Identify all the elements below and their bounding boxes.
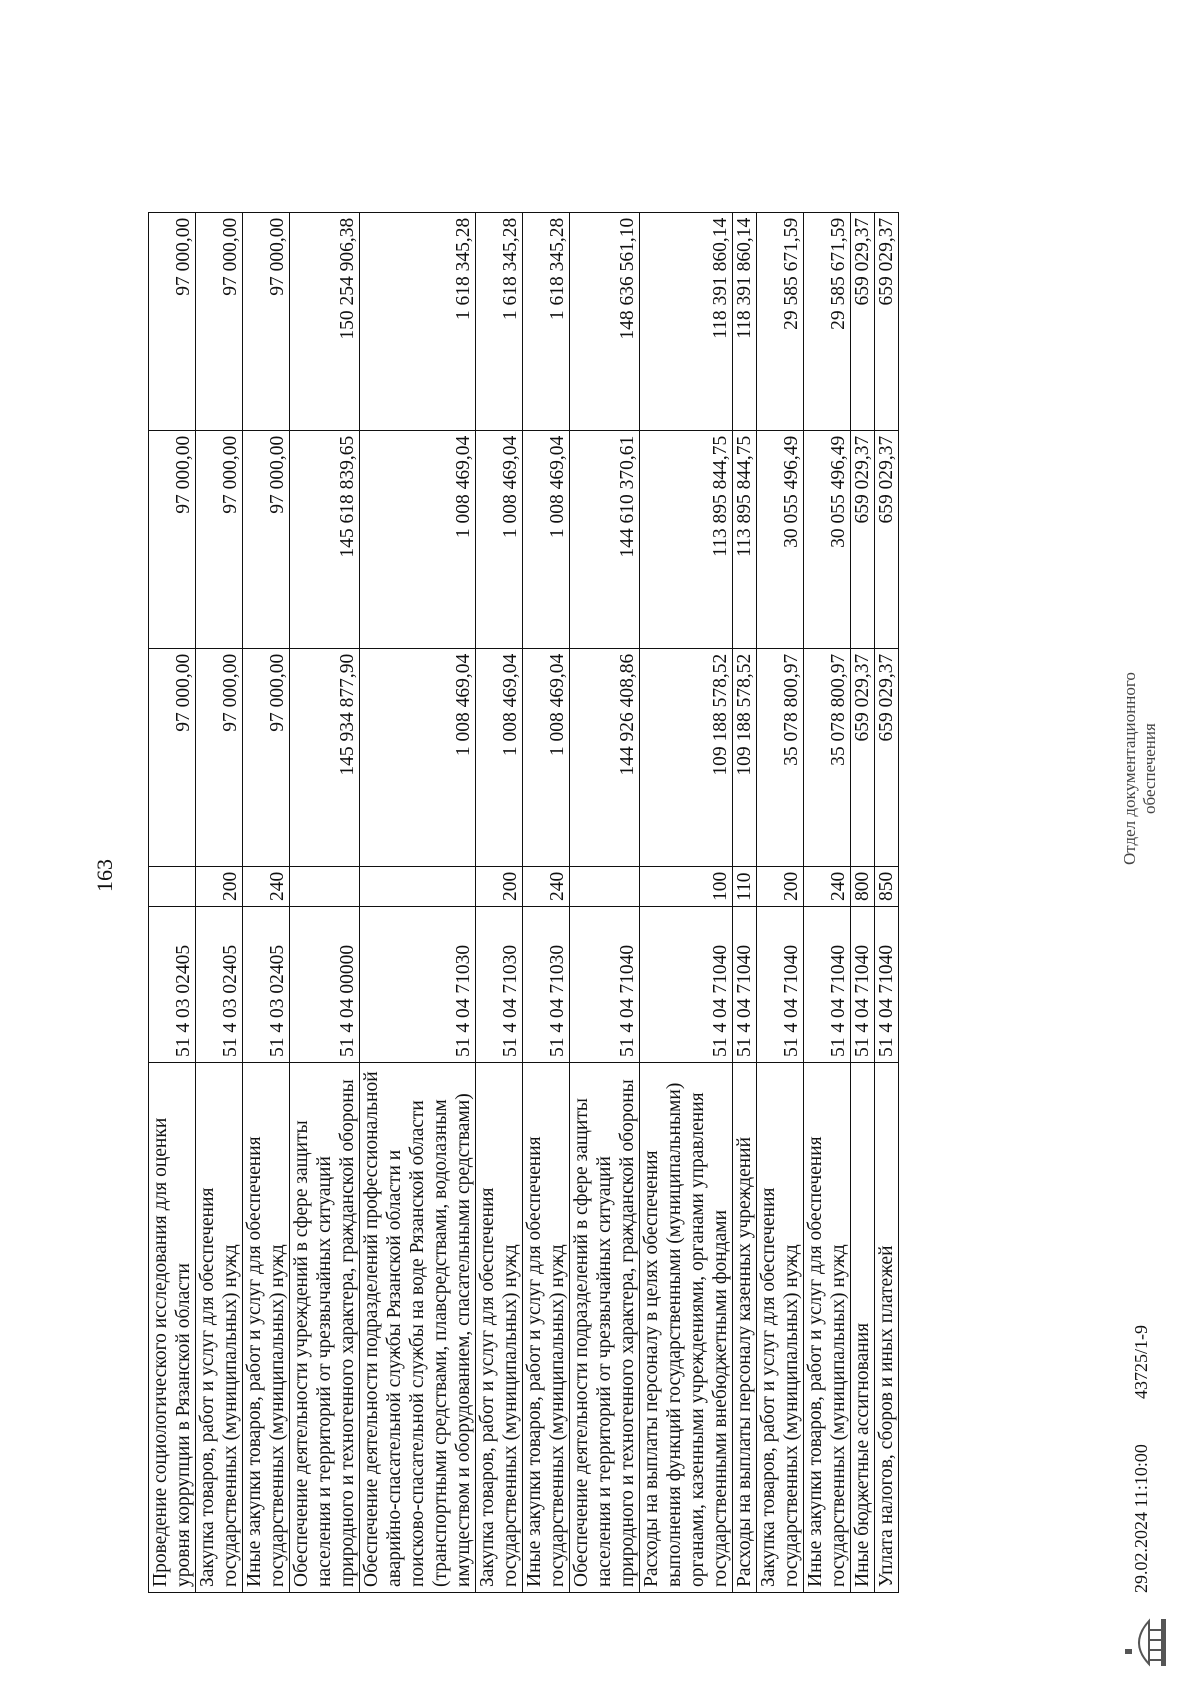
cell-value-1: 109 188 578,52 bbox=[733, 648, 757, 866]
table-body bbox=[149, 212, 899, 1592]
cell-name: Обеспечение деятельности учреждений в сфере защиты населения и территорий от чрезвычайных ситуаций природного и техногенного характера, гражданской обороны bbox=[290, 1063, 360, 1593]
table-row bbox=[149, 212, 196, 1592]
cell-value-1: 659 029,37 bbox=[851, 648, 875, 866]
cell-value-2: 1 008 469,04 bbox=[360, 430, 476, 648]
cell-name: Иные закупки товаров, работ и услуг для обеспечения государственных (муниципальных) нужд bbox=[804, 1063, 851, 1593]
cell-name: Иные бюджетные ассигнования bbox=[851, 1063, 875, 1593]
cell-value-3: 1 618 345,28 bbox=[523, 212, 570, 430]
table-row bbox=[804, 212, 851, 1592]
page-number: 163 bbox=[92, 859, 117, 892]
table-row bbox=[196, 212, 243, 1592]
cell-code: 51 4 04 71040 bbox=[757, 907, 804, 1063]
table-row bbox=[851, 212, 875, 1592]
cell-name: Расходы на выплаты персоналу казенных учреждений bbox=[733, 1063, 757, 1593]
cell-type bbox=[149, 866, 196, 906]
cell-value-3: 29 585 671,59 bbox=[804, 212, 851, 430]
cell-value-2: 113 895 844,75 bbox=[640, 430, 733, 648]
cell-value-1: 35 078 800,97 bbox=[757, 648, 804, 866]
cell-value-3: 1 618 345,28 bbox=[360, 212, 476, 430]
cell-type bbox=[360, 866, 476, 906]
cell-type bbox=[570, 866, 640, 906]
cell-value-3: 150 254 906,38 bbox=[290, 212, 360, 430]
cell-value-2: 97 000,00 bbox=[149, 430, 196, 648]
cell-name: Закупка товаров, работ и услуг для обеспечения государственных (муниципальных) нужд bbox=[196, 1063, 243, 1593]
cell-value-2: 659 029,37 bbox=[851, 430, 875, 648]
cell-value-2: 1 008 469,04 bbox=[523, 430, 570, 648]
cell-value-3: 148 636 561,10 bbox=[570, 212, 640, 430]
cell-name: Расходы на выплаты персоналу в целях обеспечения выполнения функций государственными (муниципальными) органами, казенными учреждениями, органами управления государственными внебюджетными фондами bbox=[640, 1063, 733, 1593]
stamp-line-2: обеспечения bbox=[1140, 723, 1159, 814]
cell-value-1: 1 008 469,04 bbox=[476, 648, 523, 866]
cell-code: 51 4 04 71030 bbox=[476, 907, 523, 1063]
table-row bbox=[875, 212, 899, 1592]
cell-value-1: 1 008 469,04 bbox=[360, 648, 476, 866]
cell-name: Обеспечение деятельности подразделений в сфере защиты населения и территорий от чрезвычайных ситуаций природного и техногенного характера, гражданской обороны bbox=[570, 1063, 640, 1593]
table-row bbox=[290, 212, 360, 1592]
stamp-line-1: Отдел документационного bbox=[1120, 672, 1139, 865]
cell-value-1: 659 029,37 bbox=[875, 648, 899, 866]
table-row bbox=[757, 212, 804, 1592]
cell-value-2: 145 618 839,65 bbox=[290, 430, 360, 648]
cell-name: Иные закупки товаров, работ и услуг для обеспечения государственных (муниципальных) нужд bbox=[243, 1063, 290, 1593]
cell-value-2: 113 895 844,75 bbox=[733, 430, 757, 648]
table-row bbox=[523, 212, 570, 1592]
cell-type: 100 bbox=[640, 866, 733, 906]
cell-code: 51 4 04 71030 bbox=[523, 907, 570, 1063]
cell-value-2: 97 000,00 bbox=[243, 430, 290, 648]
footer-date: 29.02.2024 11:10:00 bbox=[1131, 1444, 1151, 1593]
cell-name: Иные закупки товаров, работ и услуг для обеспечения государственных (муниципальных) нужд bbox=[523, 1063, 570, 1593]
cell-value-1: 97 000,00 bbox=[243, 648, 290, 866]
department-stamp bbox=[1120, 672, 1160, 865]
cell-value-3: 659 029,37 bbox=[875, 212, 899, 430]
table-row bbox=[733, 212, 757, 1592]
cell-value-1: 109 188 578,52 bbox=[640, 648, 733, 866]
cell-value-3: 1 618 345,28 bbox=[476, 212, 523, 430]
cell-value-2: 144 610 370,61 bbox=[570, 430, 640, 648]
cell-value-3: 97 000,00 bbox=[149, 212, 196, 430]
cell-name: Закупка товаров, работ и услуг для обеспечения государственных (муниципальных) нужд bbox=[476, 1063, 523, 1593]
cell-code: 51 4 04 71040 bbox=[570, 907, 640, 1063]
cell-value-3: 97 000,00 bbox=[243, 212, 290, 430]
cell-type bbox=[290, 866, 360, 906]
cell-type: 110 bbox=[733, 866, 757, 906]
cell-value-2: 97 000,00 bbox=[196, 430, 243, 648]
cell-type: 240 bbox=[243, 866, 290, 906]
cell-value-1: 1 008 469,04 bbox=[523, 648, 570, 866]
table-row bbox=[476, 212, 523, 1592]
cell-value-2: 30 055 496,49 bbox=[804, 430, 851, 648]
cell-type: 850 bbox=[875, 866, 899, 906]
cell-name: Обеспечение деятельности подразделений профессиональной аварийно-спасательной службы Рязанской области и поисково-спасательной службы на воде Рязанской области (транспортными средствами, плавсредствами, водолазным имуществом и оборудованием, спасательными средствами) bbox=[360, 1063, 476, 1593]
cell-code: 51 4 04 71040 bbox=[804, 907, 851, 1063]
cell-code: 51 4 04 71040 bbox=[640, 907, 733, 1063]
cell-value-1: 145 934 877,90 bbox=[290, 648, 360, 866]
cell-type: 200 bbox=[757, 866, 804, 906]
cell-code: 51 4 04 71040 bbox=[851, 907, 875, 1063]
cell-type: 200 bbox=[196, 866, 243, 906]
cell-value-3: 97 000,00 bbox=[196, 212, 243, 430]
cell-name: Уплата налогов, сборов и иных платежей bbox=[875, 1063, 899, 1593]
cell-value-3: 659 029,37 bbox=[851, 212, 875, 430]
cell-type: 200 bbox=[476, 866, 523, 906]
cell-value-2: 1 008 469,04 bbox=[476, 430, 523, 648]
cell-name: Проведение социологического исследования для оценки уровня коррупции в Рязанской области bbox=[149, 1063, 196, 1593]
cell-code: 51 4 04 71040 bbox=[875, 907, 899, 1063]
cell-value-1: 144 926 408,86 bbox=[570, 648, 640, 866]
table-row bbox=[640, 212, 733, 1592]
table-row bbox=[570, 212, 640, 1592]
cell-value-2: 30 055 496,49 bbox=[757, 430, 804, 648]
emblem-logo bbox=[1125, 1615, 1167, 1670]
cell-value-3: 29 585 671,59 bbox=[757, 212, 804, 430]
cell-code: 51 4 04 71040 bbox=[733, 907, 757, 1063]
cell-code: 51 4 04 71030 bbox=[360, 907, 476, 1063]
footer-doc-number: 43725/1-9 bbox=[1131, 1325, 1151, 1399]
table-row bbox=[360, 212, 476, 1592]
cell-type: 240 bbox=[804, 866, 851, 906]
cell-value-2: 659 029,37 bbox=[875, 430, 899, 648]
cell-code: 51 4 04 00000 bbox=[290, 907, 360, 1063]
cell-name: Закупка товаров, работ и услуг для обеспечения государственных (муниципальных) нужд bbox=[757, 1063, 804, 1593]
cell-code: 51 4 03 02405 bbox=[149, 907, 196, 1063]
cell-value-1: 97 000,00 bbox=[149, 648, 196, 866]
cell-code: 51 4 03 02405 bbox=[196, 907, 243, 1063]
cell-value-3: 118 391 860,14 bbox=[733, 212, 757, 430]
cell-value-1: 35 078 800,97 bbox=[804, 648, 851, 866]
cell-value-3: 118 391 860,14 bbox=[640, 212, 733, 430]
table-row bbox=[243, 212, 290, 1592]
budget-table bbox=[148, 212, 899, 1593]
cell-code: 51 4 03 02405 bbox=[243, 907, 290, 1063]
cell-type: 240 bbox=[523, 866, 570, 906]
cell-type: 800 bbox=[851, 866, 875, 906]
cell-value-1: 97 000,00 bbox=[196, 648, 243, 866]
